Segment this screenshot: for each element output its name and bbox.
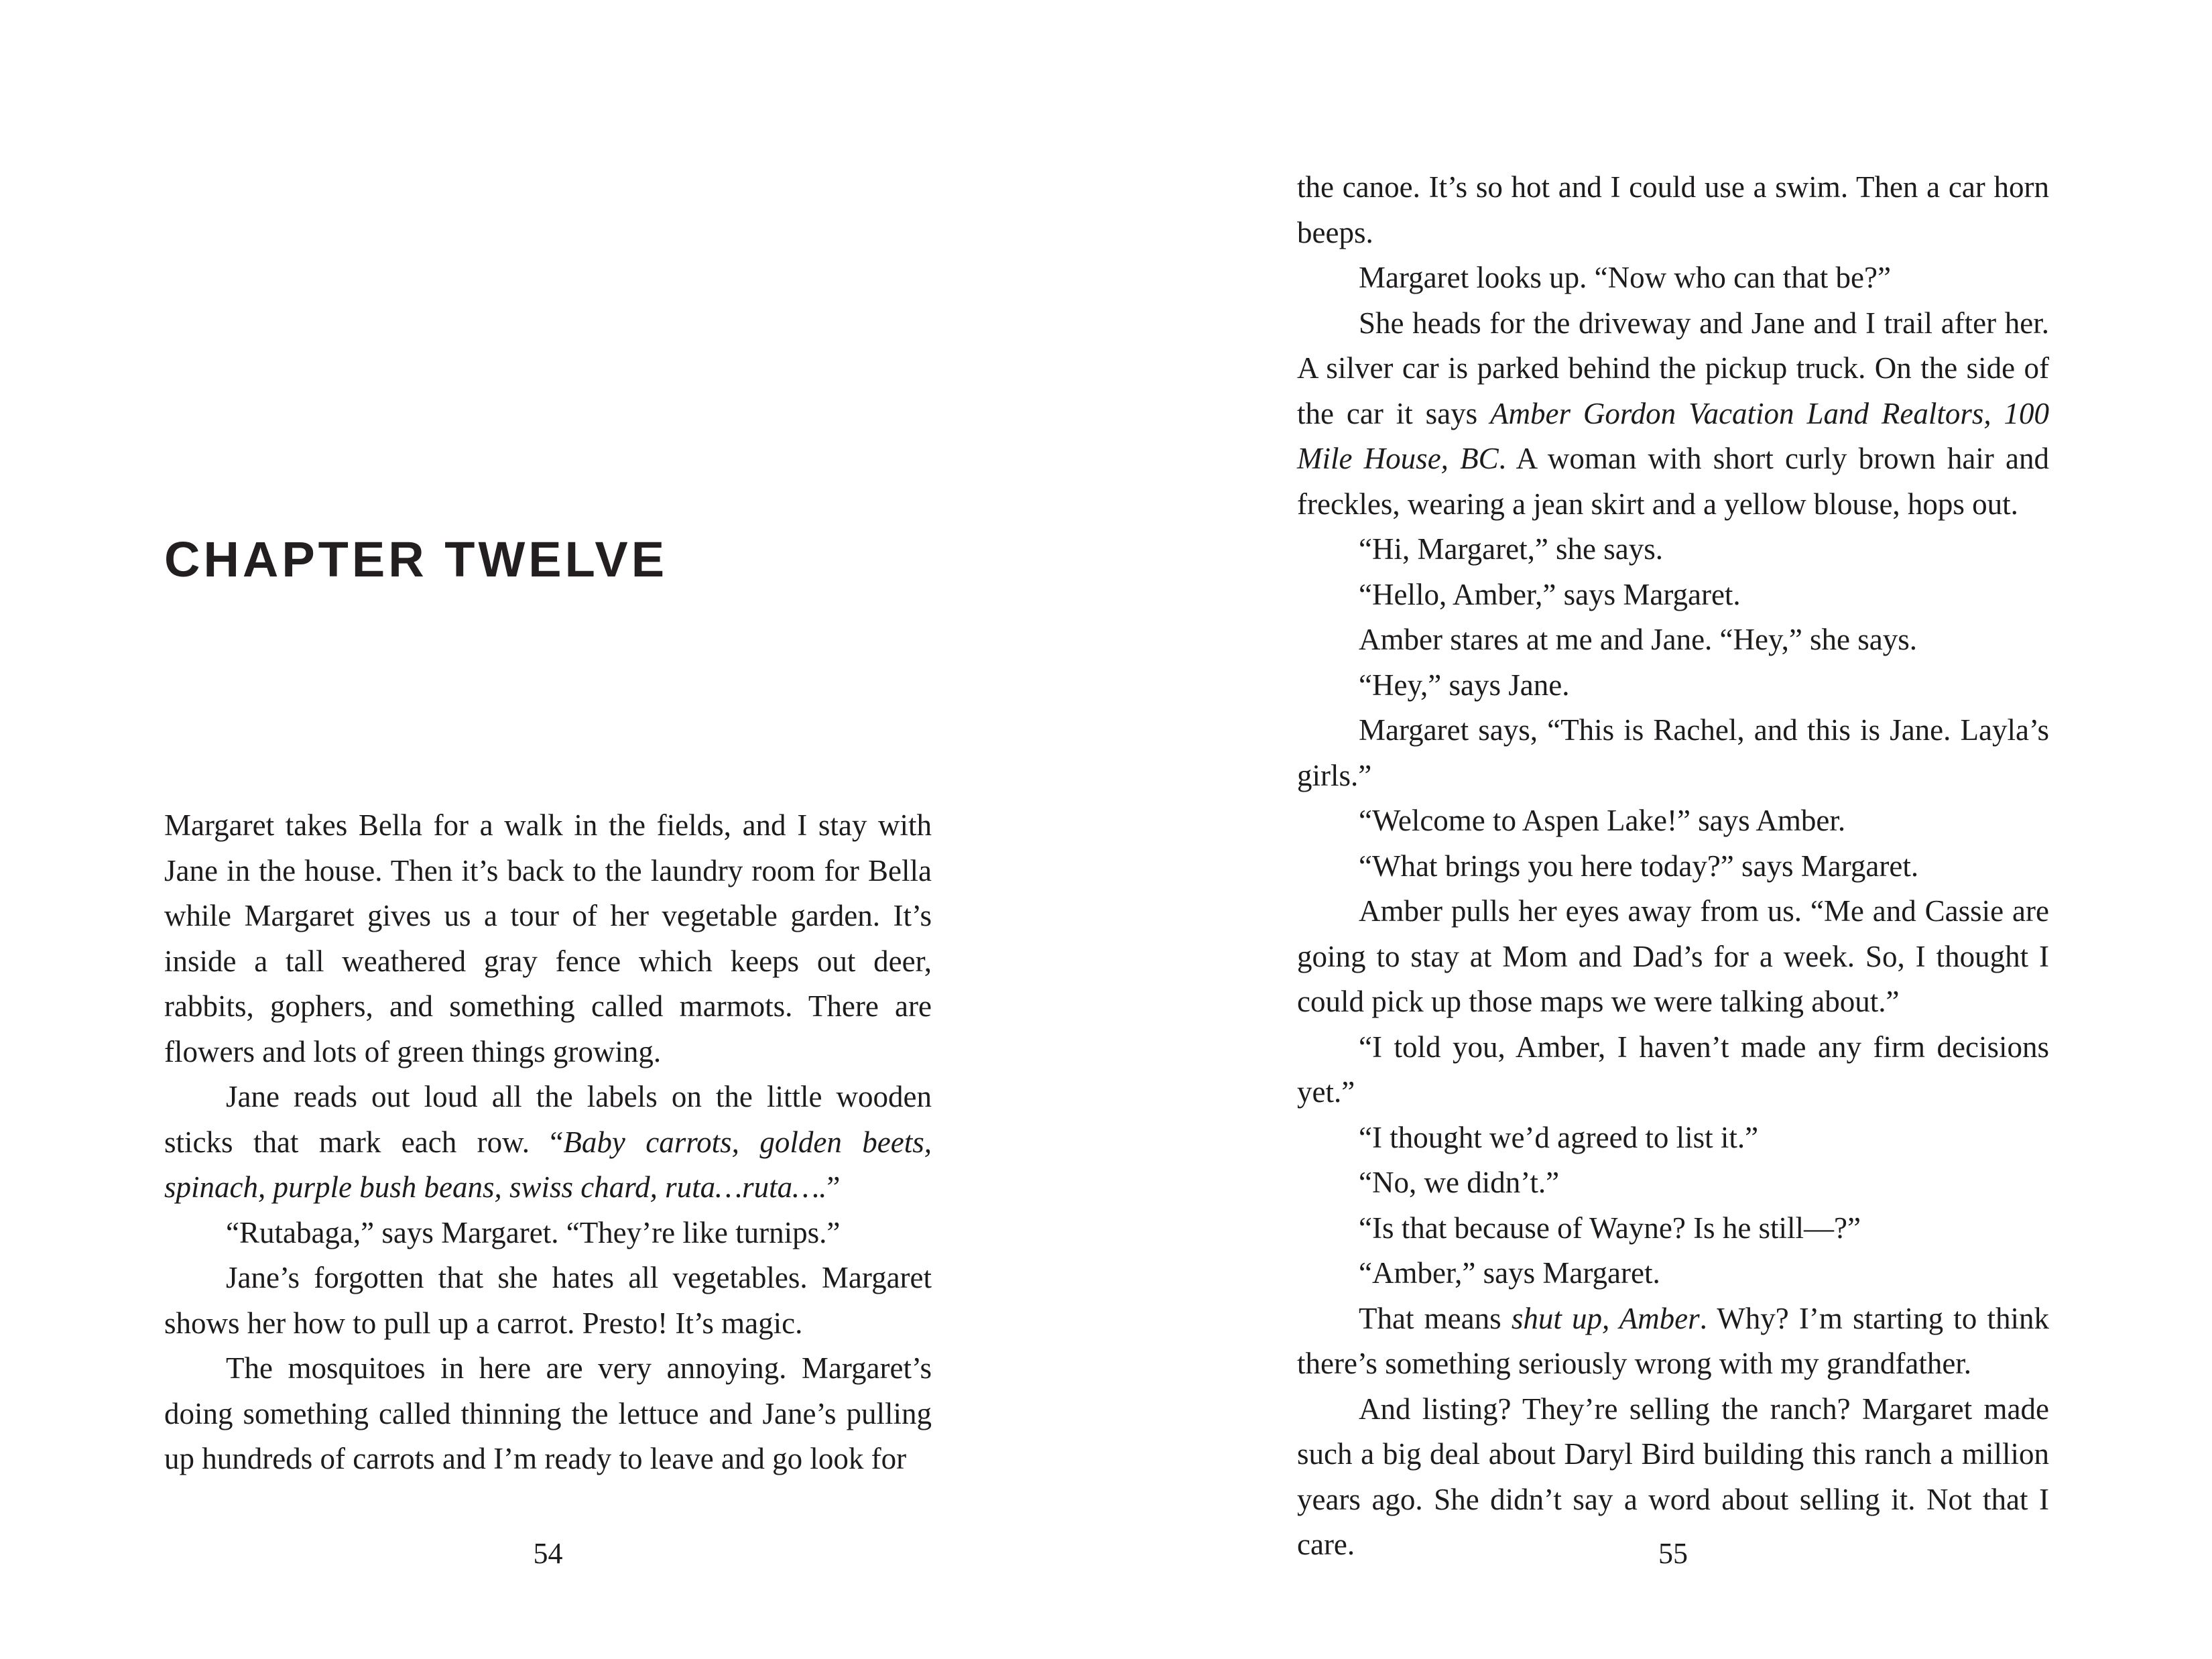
paragraph	[1297, 617, 2049, 663]
paragraph	[164, 1346, 932, 1482]
right-page-body-text	[1297, 165, 2049, 1568]
text-segment: And listing? They’re selling the ranch? Margaret made such a big deal about Daryl Bird building this ranch a million years ago. She didn’t say a word about selling it. Not that I care.	[1297, 1392, 2049, 1561]
left-page-body-text	[164, 803, 932, 1482]
chapter-title: CHAPTER TWELVE	[164, 531, 668, 587]
text-segment: shut up, Amber	[1511, 1301, 1700, 1335]
text-segment: . A woman with short curly brown hair and freckles, wearing a jean skirt and a yellow blouse, hops out.	[1297, 442, 2050, 521]
text-segment: “Amber,” says Margaret.	[1359, 1256, 1660, 1290]
paragraph	[1297, 572, 2049, 618]
text-segment: the canoe. It’s so hot and I could use a swim. Then a car horn beeps.	[1297, 170, 2049, 249]
text-segment: Amber stares at me and Jane. “Hey,” she says.	[1359, 623, 1918, 656]
text-segment: The mosquitoes in here are very annoying. Margaret’s doing something called thinning the lettuce and Jane’s pulling up hundreds of carrots and I’m ready to leave and go look for	[164, 1351, 932, 1475]
paragraph	[1297, 1025, 2049, 1115]
text-segment: “I told you, Amber, I haven’t made any firm decisions yet.”	[1297, 1030, 2049, 1109]
text-segment: ”	[826, 1170, 841, 1204]
text-segment: “I thought we’d agreed to list it.”	[1359, 1120, 1759, 1154]
paragraph	[1297, 708, 2049, 798]
paragraph	[1297, 889, 2049, 1025]
paragraph	[164, 1211, 932, 1256]
text-segment: “No, we didn’t.”	[1359, 1166, 1560, 1199]
paragraph	[1297, 663, 2049, 709]
paragraph	[1297, 255, 2049, 301]
right-page-number: 55	[1658, 1537, 1688, 1570]
text-segment: She heads for the driveway and Jane and I trail after her. A silver car is parked behind the pickup truck. On the side of the car it says	[1297, 306, 2049, 430]
paragraph	[1297, 1160, 2049, 1206]
paragraph	[1297, 1296, 2049, 1387]
text-segment: Jane’s forgotten that she hates all vegetables. Margaret shows her how to pull up a carrot. Presto! It’s magic.	[164, 1261, 932, 1340]
text-segment: Jane reads out loud all the labels on the little wooden sticks that mark each row. “	[164, 1080, 932, 1159]
paragraph	[1297, 844, 2049, 889]
paragraph	[164, 803, 932, 1074]
text-segment: Baby carrots, golden beets, spinach, purple bush beans, swiss chard, ruta…ruta….	[164, 1125, 932, 1204]
paragraph	[1297, 165, 2049, 255]
text-segment: Margaret looks up. “Now who can that be?”	[1359, 261, 1891, 294]
text-segment: “Rutabaga,” says Margaret. “They’re like turnips.”	[226, 1215, 841, 1249]
text-segment: That means	[1359, 1301, 1512, 1335]
text-segment: Margaret says, “This is Rachel, and this is Jane. Layla’s girls.”	[1297, 713, 2049, 792]
paragraph	[1297, 1206, 2049, 1251]
paragraph	[164, 1255, 932, 1346]
paragraph	[1297, 301, 2049, 528]
paragraph	[1297, 1251, 2049, 1296]
text-segment: Amber pulls her eyes away from us. “Me and Cassie are going to stay at Mom and Dad’s for a week. So, I thought I could pick up those maps we were talking about.”	[1297, 894, 2049, 1018]
paragraph	[1297, 527, 2049, 572]
text-segment: Margaret takes Bella for a walk in the fields, and I stay with Jane in the house. Then it’s back to the laundry room for Bella while Margaret gives us a tour of her vegetable garden. It’s inside a tall weathered gray fence which keeps out deer, rabbits, gophers, and something called marmots. There are flowers and lots of green things growing.	[164, 808, 932, 1068]
paragraph	[1297, 1115, 2049, 1161]
text-segment: “What brings you here today?” says Margaret.	[1359, 849, 1919, 883]
text-segment: “Hey,” says Jane.	[1359, 668, 1570, 702]
paragraph	[1297, 798, 2049, 844]
text-segment: “Hello, Amber,” says Margaret.	[1359, 577, 1741, 611]
text-segment: Amber Gordon Vacation Land Realtors, 100 Mile House, BC	[1297, 396, 2049, 475]
text-segment: . Why? I’m starting to think there’s something seriously wrong with my grandfather.	[1297, 1301, 2049, 1380]
text-segment: “Welcome to Aspen Lake!” says Amber.	[1359, 804, 1846, 837]
text-segment: “Is that because of Wayne? Is he still—?”	[1359, 1211, 1861, 1245]
left-page-number: 54	[533, 1537, 563, 1570]
paragraph	[164, 1074, 932, 1211]
text-segment: “Hi, Margaret,” she says.	[1359, 532, 1664, 566]
